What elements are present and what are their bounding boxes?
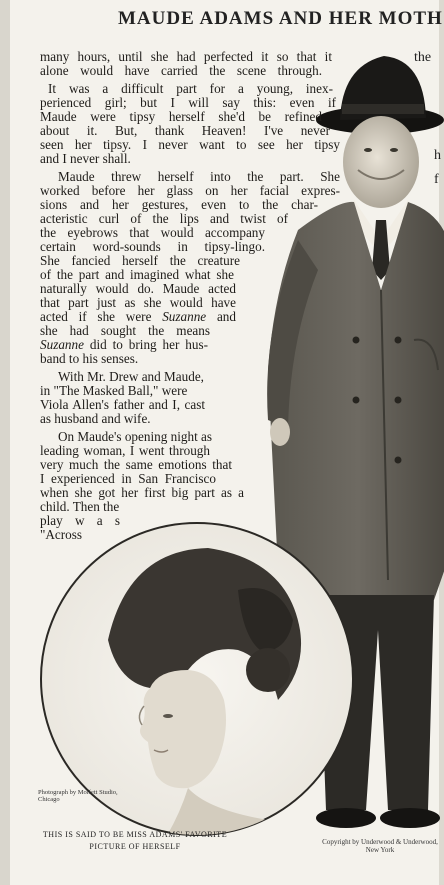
text-line: acted if she were Suzanne and xyxy=(40,309,236,324)
text-line: Suzanne did to bring her hus- xyxy=(40,337,208,352)
text-line: Maude threw herself into the part. She xyxy=(58,169,340,184)
text-line: certain word-sounds in tipsy-lingo. xyxy=(40,239,265,254)
text-line: acteristic curl of the lips and twist of xyxy=(40,211,288,226)
text-line: band to his senses. xyxy=(40,351,139,366)
text-line: of the part and imagined what she xyxy=(40,267,234,282)
text-line: and I never shall. xyxy=(40,151,131,166)
right-column-fragment: h xyxy=(434,148,441,163)
right-column-fragment: the xyxy=(414,50,432,65)
text-line: in "The Masked Ball," were xyxy=(40,383,188,398)
text-line: She fancied herself the creature xyxy=(40,253,240,268)
text-line: With Mr. Drew and Maude, xyxy=(58,369,204,384)
page-header: MAUDE ADAMS AND HER MOTH xyxy=(118,8,443,29)
text-line: perienced girl; but I will say this: even if xyxy=(40,95,336,110)
text-line: worked before her glass on her facial expres- xyxy=(40,183,340,198)
text-line: very much the same emotions that xyxy=(40,457,232,472)
text-line: It was a difficult part for a young, inex- xyxy=(48,81,333,96)
text-line: child. Then the xyxy=(40,499,120,514)
text-line: On Maude's opening night as xyxy=(58,429,213,444)
text-line: naturally would do. Maude acted xyxy=(40,281,236,296)
scan-edge-left xyxy=(0,0,10,885)
text-line: that part just as she would have xyxy=(40,295,236,310)
text-line: sions and her gestures, even to the char- xyxy=(40,197,318,212)
text-line: seen her tipsy. I never want to see her tipsy xyxy=(40,137,340,152)
photo-copyright: Copyright by Underwood & Underwood, New York xyxy=(322,838,438,854)
text-line: when she got her first big part as a xyxy=(40,485,244,500)
right-column-fragment: f xyxy=(434,172,439,187)
text-line: many hours, until she had perfected it so that it xyxy=(40,49,332,64)
text-line: Viola Allen's father and I, cast xyxy=(40,397,205,412)
text-line: the eyebrows that would accompany xyxy=(40,225,265,240)
text-line: "Across xyxy=(40,527,83,542)
photo-caption: THIS IS SAID TO BE MISS ADAMS' FAVORITE PICTURE OF HERSELF xyxy=(42,830,228,851)
text-line: as husband and wife. xyxy=(40,411,151,426)
text-line: Maude were tipsy herself she'd be refined xyxy=(40,109,322,124)
text-line: about it. But, thank Heaven! I've never xyxy=(40,123,330,138)
text-line: I experienced in San Francisco xyxy=(40,471,216,486)
text-line: she had sought the means xyxy=(40,323,210,338)
text-line: play w a s xyxy=(40,513,120,528)
text-line: leading woman, I went through xyxy=(40,443,210,458)
photo-credit: Photograph by Moffett Studio, Chicago xyxy=(38,789,118,803)
text-line: alone would have carried the scene through. xyxy=(40,63,322,78)
